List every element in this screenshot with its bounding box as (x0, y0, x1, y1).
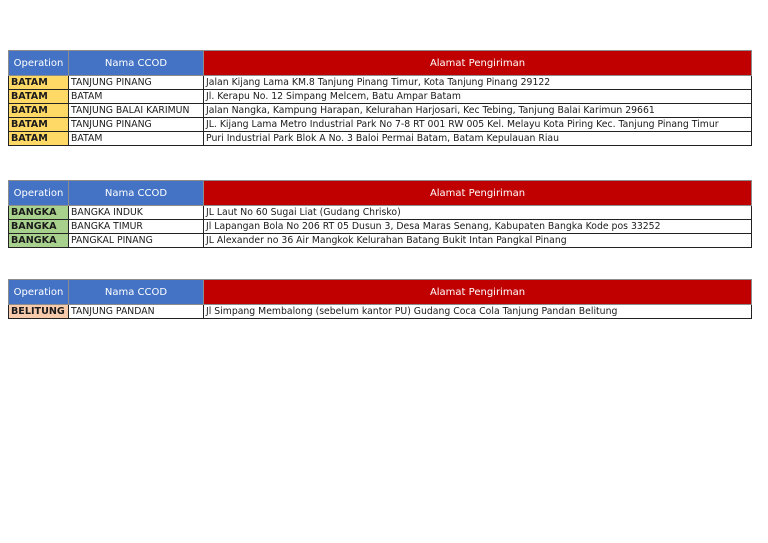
header-row (9, 280, 752, 305)
table-row (9, 234, 752, 248)
alamat-cell[interactable]: Jl Lapangan Bola No 206 RT 05 Dusun 3, Desa Maras Senang, Kabupaten Bangka Kode pos 33252 (204, 220, 752, 234)
nama-ccod-cell[interactable]: BANGKA INDUK (69, 206, 204, 220)
operation-header: Operation (9, 280, 69, 305)
table-row (9, 118, 752, 132)
operation-cell[interactable]: BATAM (9, 90, 69, 104)
alamat-header: Alamat Pengiriman (204, 51, 752, 76)
operation-cell[interactable]: BATAM (9, 118, 69, 132)
nama-ccod-header: Nama CCOD (69, 181, 204, 206)
nama-ccod-cell[interactable]: BANGKA TIMUR (69, 220, 204, 234)
nama-ccod-cell[interactable]: BATAM (69, 132, 204, 146)
alamat-header: Alamat Pengiriman (204, 280, 752, 305)
operation-cell[interactable]: BANGKA (9, 206, 69, 220)
nama-ccod-cell[interactable]: PANGKAL PINANG (69, 234, 204, 248)
alamat-cell[interactable]: JL. Kijang Lama Metro Industrial Park No 7-8 RT 001 RW 005 Kel. Melayu Kota Piring Kec. Tanjung Pinang Timur (204, 118, 752, 132)
table-row (9, 76, 752, 90)
nama-ccod-header: Nama CCOD (69, 280, 204, 305)
operation-cell[interactable]: BATAM (9, 132, 69, 146)
operation-cell[interactable]: BATAM (9, 104, 69, 118)
nama-ccod-header: Nama CCOD (69, 51, 204, 76)
table-row (9, 90, 752, 104)
nama-ccod-cell[interactable]: BATAM (69, 90, 204, 104)
nama-ccod-cell[interactable]: TANJUNG PINANG (69, 76, 204, 90)
table-row (9, 132, 752, 146)
alamat-cell[interactable]: JL Alexander no 36 Air Mangkok Kelurahan Batang Bukit Intan Pangkal Pinang (204, 234, 752, 248)
table-row (9, 104, 752, 118)
operation-header: Operation (9, 51, 69, 76)
alamat-cell[interactable]: Puri Industrial Park Blok A No. 3 Baloi Permai Batam, Batam Kepulauan Riau (204, 132, 752, 146)
header-row (9, 181, 752, 206)
operation-cell[interactable]: BELITUNG (9, 305, 69, 319)
table-row (9, 305, 752, 319)
operation-cell[interactable]: BATAM (9, 76, 69, 90)
nama-ccod-cell[interactable]: TANJUNG BALAI KARIMUN (69, 104, 204, 118)
nama-ccod-cell[interactable]: TANJUNG PINANG (69, 118, 204, 132)
bangka-table (8, 180, 752, 248)
operation-cell[interactable]: BANGKA (9, 220, 69, 234)
header-row (9, 51, 752, 76)
table-row (9, 206, 752, 220)
alamat-header: Alamat Pengiriman (204, 181, 752, 206)
batam-table (8, 50, 752, 146)
alamat-cell[interactable]: JL Laut No 60 Sugai Liat (Gudang Chrisko) (204, 206, 752, 220)
nama-ccod-cell[interactable]: TANJUNG PANDAN (69, 305, 204, 319)
alamat-cell[interactable]: Jl. Kerapu No. 12 Simpang Melcem, Batu Ampar Batam (204, 90, 752, 104)
alamat-cell[interactable]: Jalan Nangka, Kampung Harapan, Kelurahan Harjosari, Kec Tebing, Tanjung Balai Karimun 29661 (204, 104, 752, 118)
operation-cell[interactable]: BANGKA (9, 234, 69, 248)
table-row (9, 220, 752, 234)
belitung-table (8, 279, 752, 319)
operation-header: Operation (9, 181, 69, 206)
alamat-cell[interactable]: Jalan Kijang Lama KM.8 Tanjung Pinang Timur, Kota Tanjung Pinang 29122 (204, 76, 752, 90)
alamat-cell[interactable]: Jl Simpang Membalong (sebelum kantor PU) Gudang Coca Cola Tanjung Pandan Belitung (204, 305, 752, 319)
